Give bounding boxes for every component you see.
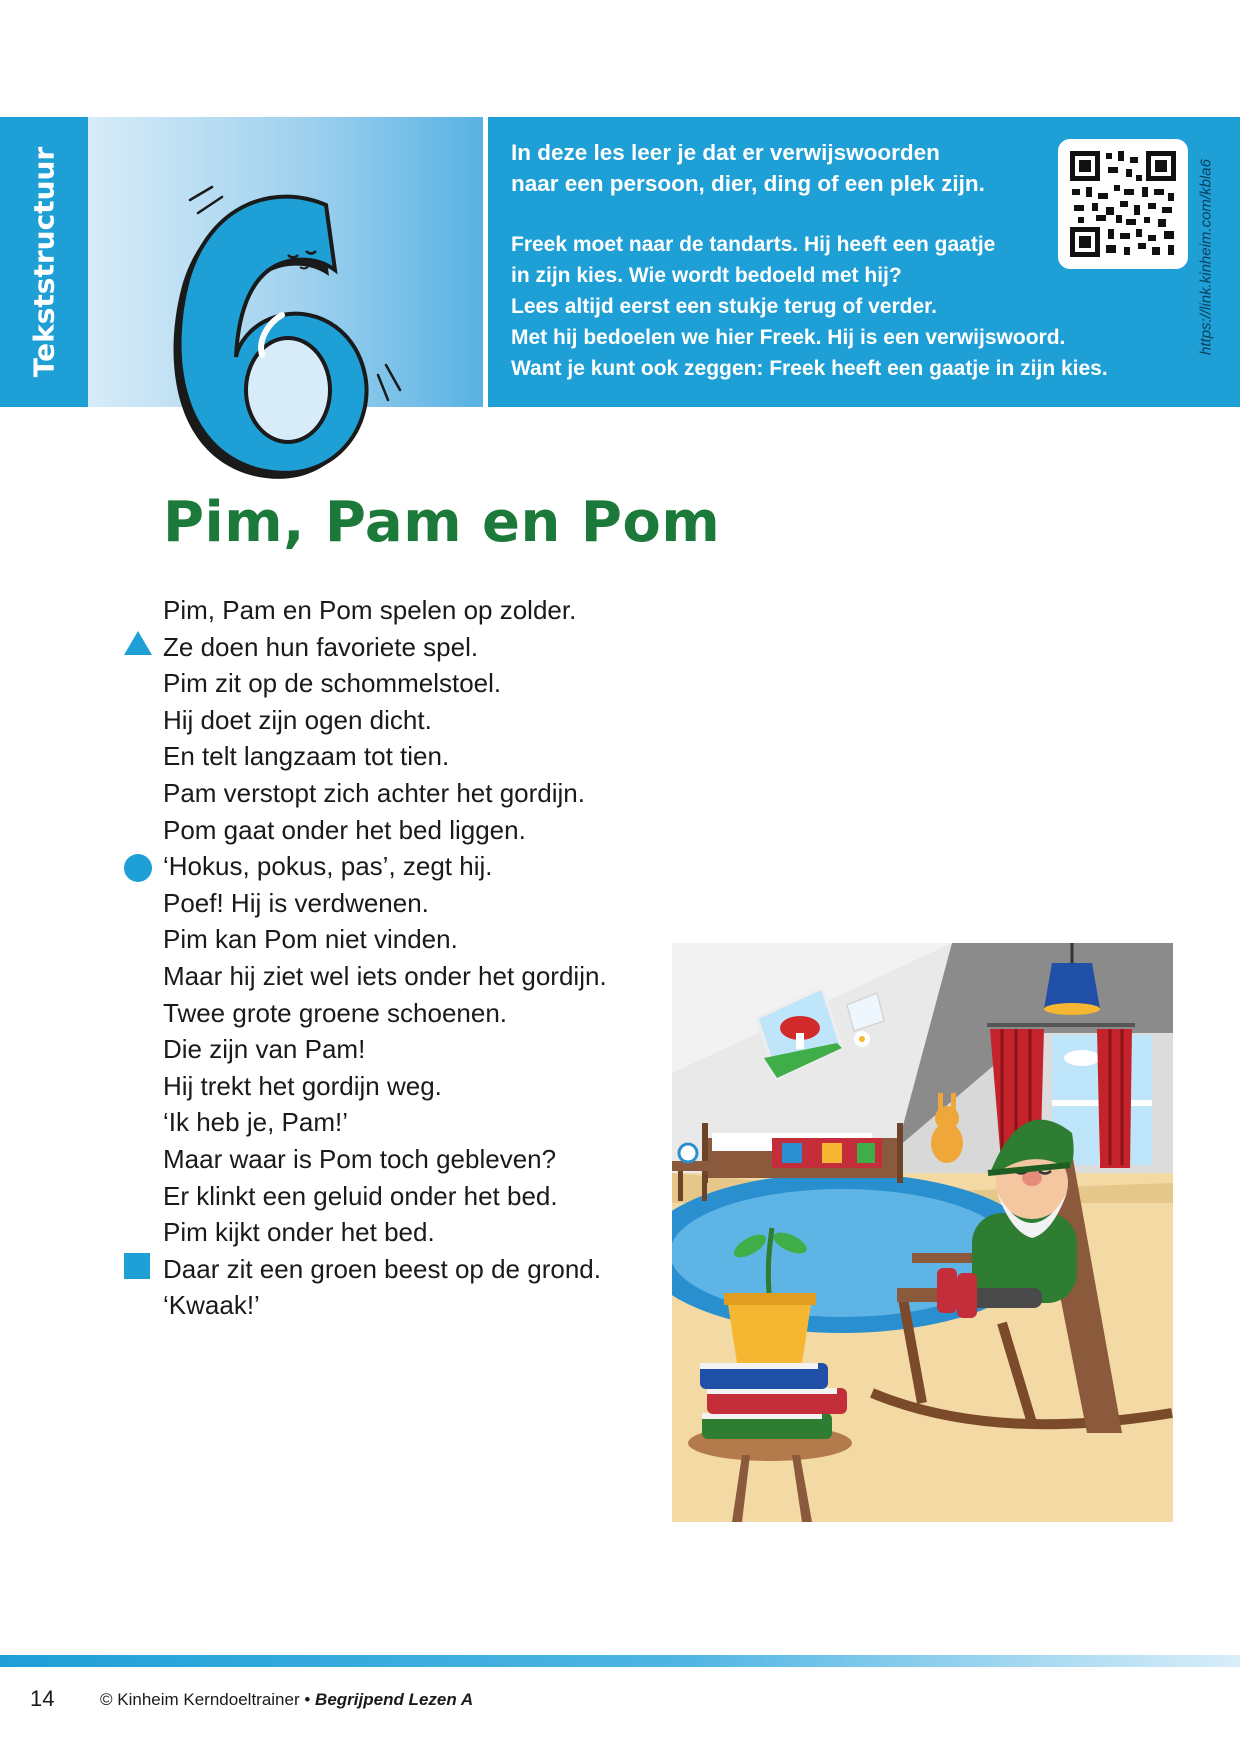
story-line: ‘Hokus, pokus, pas’, zegt hij. bbox=[163, 851, 493, 882]
circle-marker-icon bbox=[123, 853, 153, 883]
qr-code[interactable] bbox=[1058, 139, 1188, 269]
story-line: Pam verstopt zich achter het gordijn. bbox=[163, 777, 585, 808]
qr-code-icon bbox=[1068, 149, 1178, 259]
story-line: ‘Ik heb je, Pam!’ bbox=[163, 1107, 348, 1138]
footer-bar bbox=[0, 1655, 1240, 1667]
story-title: Pim, Pam en Pom bbox=[163, 490, 721, 555]
section-tab bbox=[0, 117, 88, 407]
story-line: Ze doen hun favoriete spel. bbox=[163, 631, 479, 662]
attic-illustration bbox=[672, 943, 1173, 1522]
story-line: Hij doet zijn ogen dicht. bbox=[163, 704, 432, 735]
section-label: Tekststructuur bbox=[27, 146, 61, 378]
story-line: Pim kan Pom niet vinden. bbox=[163, 924, 458, 955]
page-number: 14 bbox=[30, 1686, 55, 1711]
triangle-marker-icon bbox=[123, 630, 153, 656]
lesson-number-6 bbox=[150, 175, 410, 505]
story-line: Maar waar is Pom toch gebleven? bbox=[163, 1143, 557, 1174]
lesson-header bbox=[0, 117, 1240, 407]
story-line: Daar zit een groen beest op de grond. bbox=[163, 1253, 601, 1284]
book-title: Begrijpend Lezen A bbox=[315, 1690, 474, 1709]
story-line: Die zijn van Pam! bbox=[163, 1034, 366, 1065]
story-line: Maar hij ziet wel iets onder het gordijn. bbox=[163, 960, 607, 991]
lesson-intro: In deze les leer je dat er verwijswoorden naar een persoon, dier, ding of een plek zijn. bbox=[511, 140, 985, 196]
story-line: Hij trekt het gordijn weg. bbox=[163, 1070, 442, 1101]
story-line: Pom gaat onder het bed liggen. bbox=[163, 814, 526, 845]
square-marker-icon bbox=[123, 1252, 151, 1280]
story-line: Pim kijkt onder het bed. bbox=[163, 1217, 435, 1248]
footer-credit: © Kinheim Kerndoeltrainer • Begrijpend Lezen A bbox=[100, 1690, 474, 1709]
story-line: Pim, Pam en Pom spelen op zolder. bbox=[163, 595, 577, 625]
qr-url[interactable]: https://link.kinheim.com/kbla6 bbox=[1197, 159, 1215, 355]
lesson-example: Freek moet naar de tandarts. Hij heeft een gaatje in zijn kies. Wie wordt bedoeld met hij? Lees altijd eerst een stukje terug of verder. Met hij bedoelen we hier Freek. Hij is een verwijswoord. Want je kunt ook zeggen: Freek heeft een gaatje in zijn kies. bbox=[511, 233, 1108, 380]
lesson-info-panel bbox=[488, 117, 1240, 407]
story-line: ‘Kwaak!’ bbox=[163, 1290, 260, 1321]
story-line: Er klinkt een geluid onder het bed. bbox=[163, 1180, 558, 1211]
story-line: Pim zit op de schommelstoel. bbox=[163, 668, 502, 699]
story-line: En telt langzaam tot tien. bbox=[163, 741, 450, 772]
story-text bbox=[163, 592, 683, 1324]
story-line: Twee grote groene schoenen. bbox=[163, 997, 508, 1028]
story-line: Poef! Hij is verdwenen. bbox=[163, 887, 429, 918]
